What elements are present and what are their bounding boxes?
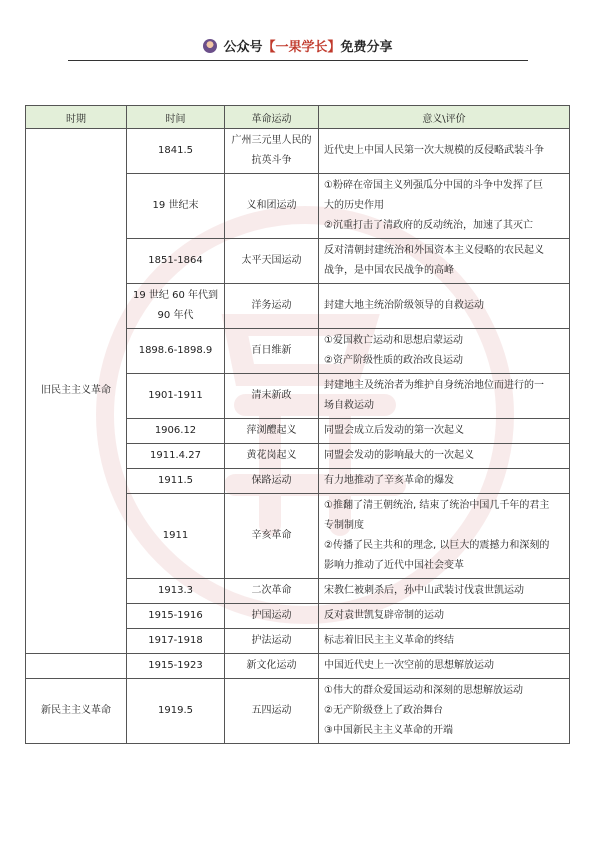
movement-line: 二次革命 [251, 585, 292, 596]
page-header [0, 36, 596, 55]
meaning-cell [319, 469, 570, 494]
time-line: 1913.3 [158, 585, 193, 596]
meaning-line: ①伟大的群众爱国运动和深刻的思想解放运动 [324, 685, 523, 696]
history-table [25, 105, 570, 744]
movement-line: 义和团运动 [246, 200, 297, 211]
meaning-cell [319, 284, 570, 329]
time-cell [127, 679, 225, 744]
time-cell [127, 494, 225, 579]
meaning-line: 有力地推动了辛亥革命的爆发 [324, 475, 454, 486]
meaning-line: 标志着旧民主主义革命的终结 [324, 635, 454, 646]
meaning-cell [319, 494, 570, 579]
time-cell [127, 604, 225, 629]
time-cell [127, 329, 225, 374]
period-empty [26, 654, 127, 679]
movement-line: 太平天国运动 [241, 255, 302, 266]
time-cell [127, 469, 225, 494]
movement-cell [225, 579, 319, 604]
movement-line: 萍浏醴起义 [246, 425, 297, 436]
time-line: 1911.4.27 [150, 450, 201, 461]
period-old-democratic: 旧民主主义革命 [26, 129, 127, 654]
meaning-line: 同盟会发动的影响最大的一次起义 [324, 450, 474, 461]
meaning-cell [319, 374, 570, 419]
time-line: 90 年代 [157, 310, 194, 321]
header-time: 时间 [127, 106, 225, 129]
meaning-line: ②无产阶级登上了政治舞台 [324, 705, 443, 716]
header-prefix: 公众号 [223, 40, 263, 55]
time-cell [127, 579, 225, 604]
movement-cell [225, 469, 319, 494]
meaning-cell [319, 329, 570, 374]
movement-line: 五四运动 [251, 705, 292, 716]
meaning-line: 大的历史作用 [324, 200, 384, 211]
movement-line: 护国运动 [251, 610, 292, 621]
header-movement: 革命运动 [225, 106, 319, 129]
time-line: 1851-1864 [148, 255, 203, 266]
time-cell [127, 284, 225, 329]
meaning-cell [319, 129, 570, 174]
time-cell [127, 129, 225, 174]
movement-cell [225, 679, 319, 744]
movement-line: 保路运动 [251, 475, 292, 486]
meaning-line: ②沉重打击了清政府的反动统治，加速了其灭亡 [324, 220, 533, 231]
meaning-cell [319, 654, 570, 679]
meaning-line: 场自救运动 [324, 400, 374, 411]
time-line: 19 世纪 60 年代到 [133, 290, 218, 301]
meaning-cell [319, 444, 570, 469]
time-line: 1915-1916 [148, 610, 203, 621]
movement-cell [225, 329, 319, 374]
meaning-cell [319, 604, 570, 629]
movement-line: 清末新政 [251, 390, 292, 401]
time-cell [127, 654, 225, 679]
movement-line: 广州三元里人民的 [231, 135, 312, 146]
time-line: 1915-1923 [148, 660, 203, 671]
meaning-cell [319, 579, 570, 604]
movement-cell [225, 629, 319, 654]
time-line: 1911 [162, 530, 189, 541]
meaning-line: 影响力推动了近代中国社会变革 [324, 560, 464, 571]
avatar-logo-icon [203, 39, 217, 53]
movement-cell [225, 604, 319, 629]
meaning-line: ②传播了民主共和的理念, 以巨大的震撼力和深刻的 [324, 540, 550, 551]
movement-cell [225, 174, 319, 239]
time-cell [127, 374, 225, 419]
time-line: 1906.12 [154, 425, 197, 436]
meaning-line: ②资产阶级性质的政治改良运动 [324, 355, 463, 366]
time-line: 1898.6-1898.9 [138, 345, 213, 356]
movement-cell [225, 129, 319, 174]
header-divider [68, 60, 528, 61]
time-cell [127, 629, 225, 654]
meaning-line: 中国近代史上一次空前的思想解放运动 [324, 660, 494, 671]
meaning-line: ①爱国救亡运动和思想启蒙运动 [324, 335, 463, 346]
movement-line: 百日维新 [251, 345, 292, 356]
movement-cell [225, 374, 319, 419]
time-cell [127, 444, 225, 469]
meaning-line: 封建地主及统治者为维护自身统治地位而进行的一 [324, 380, 544, 391]
table-row [26, 654, 570, 679]
meaning-line: 专制制度 [324, 520, 364, 531]
meaning-line: 近代史上中国人民第一次大规模的反侵略武装斗争 [324, 145, 544, 156]
table-header-row [26, 106, 570, 129]
movement-cell [225, 239, 319, 284]
movement-cell [225, 444, 319, 469]
time-line: 1901-1911 [148, 390, 203, 401]
period-new-democratic: 新民主主义革命 [26, 679, 127, 744]
meaning-line: 反对袁世凯复辟帝制的运动 [324, 610, 444, 621]
time-line: 1911.5 [158, 475, 193, 486]
time-cell [127, 419, 225, 444]
table-row [26, 679, 570, 744]
header-brand: 【一果学长】 [262, 40, 341, 55]
meaning-line: 战争，是中国农民战争的高峰 [324, 265, 454, 276]
time-cell [127, 239, 225, 284]
meaning-line: 反对清朝封建统治和外国资本主义侵略的农民起义 [324, 245, 544, 256]
movement-line: 护法运动 [251, 635, 292, 646]
movement-line: 辛亥革命 [251, 530, 292, 541]
meaning-line: 封建大地主统治阶级领导的自救运动 [324, 300, 484, 311]
movement-cell [225, 284, 319, 329]
time-line: 1841.5 [158, 145, 193, 156]
meaning-line: ①粉碎在帝国主义列强瓜分中国的斗争中发挥了巨 [324, 180, 543, 191]
meaning-cell [319, 629, 570, 654]
table-body [26, 129, 570, 744]
movement-line: 抗英斗争 [251, 155, 292, 166]
movement-cell [225, 654, 319, 679]
meaning-line: 宋教仁被刺杀后，孙中山武装讨伐袁世凯运动 [324, 585, 524, 596]
movement-line: 新文化运动 [246, 660, 297, 671]
table-row [26, 129, 570, 174]
meaning-cell [319, 679, 570, 744]
meaning-cell [319, 174, 570, 239]
meaning-cell [319, 239, 570, 284]
time-line: 1919.5 [158, 705, 193, 716]
movement-line: 黄花岗起义 [246, 450, 297, 461]
header-meaning: 意义\评价 [319, 106, 570, 129]
meaning-line: 同盟会成立后发动的第一次起义 [324, 425, 464, 436]
time-line: 19 世纪末 [152, 200, 199, 211]
time-line: 1917-1918 [148, 635, 203, 646]
meaning-line: ①推翻了清王朝统治, 结束了统治中国几千年的君主 [324, 500, 550, 511]
header-period: 时期 [26, 106, 127, 129]
time-cell [127, 174, 225, 239]
meaning-line: ③中国新民主主义革命的开端 [324, 725, 453, 736]
meaning-cell [319, 419, 570, 444]
movement-line: 洋务运动 [251, 300, 292, 311]
movement-cell [225, 494, 319, 579]
movement-cell [225, 419, 319, 444]
header-suffix: 免费分享 [340, 40, 393, 55]
